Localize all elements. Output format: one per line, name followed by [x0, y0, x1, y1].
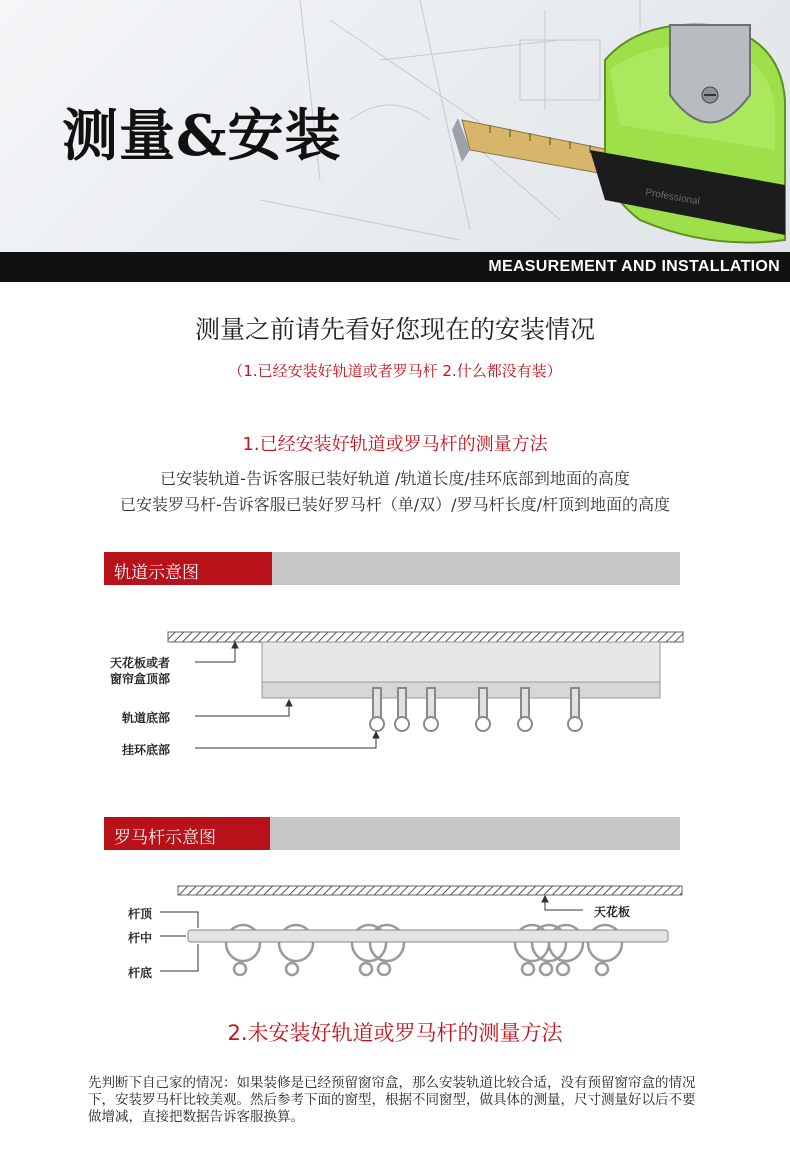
label-rod-top: 杆顶 [128, 907, 153, 921]
label-rod-middle: 杆中 [128, 931, 153, 945]
section1-title: 1.已经安装好轨道或罗马杆的测量方法 [242, 434, 548, 455]
label-ring-bottom: 挂环底部 [122, 743, 171, 757]
track-diagram [0, 620, 790, 770]
rod-diagram-drawing [0, 878, 790, 988]
intro-subtitle: （1.已经安装好轨道或者罗马杆 2.什么都没有装） [228, 362, 562, 380]
section2-title: 2.未安装好轨道或罗马杆的测量方法 [227, 1021, 563, 1045]
tape-measure-image [440, 0, 790, 252]
label-track-bottom: 轨道底部 [122, 711, 171, 725]
track-rail [262, 682, 660, 698]
rod-diagram-label: 罗马杆示意图 [114, 828, 216, 848]
tape-brand-text: Professional [644, 187, 701, 208]
section-band [0, 252, 790, 282]
rod-diagram [0, 878, 790, 988]
page-title: 测量&安装 [62, 103, 342, 169]
label-rod-bottom: 杆底 [128, 966, 153, 980]
rod-diagram-header [104, 817, 680, 850]
roman-rod [188, 930, 668, 942]
intro-title: 测量之前请先看好您现在的安装情况 [194, 315, 595, 344]
label-rod-ceiling: 天花板 [594, 905, 631, 919]
band-text: MEASUREMENT AND INSTALLATION [488, 258, 780, 275]
label-ceiling-line1: 天花板或者 [110, 656, 171, 670]
header-banner [0, 0, 790, 252]
section1-line-rod: 已安装罗马杆-告诉客服已装好罗马杆（单/双）/罗马杆长度/杆顶到地面的高度 [120, 495, 670, 514]
track-diagram-header [104, 552, 680, 585]
section1-line-track: 已安装轨道-告诉客服已装好轨道 /轨道长度/挂环底部到地面的高度 [160, 469, 630, 488]
track-diagram-label: 轨道示意图 [114, 563, 199, 583]
rod-ceiling-hatch [178, 886, 682, 895]
section2-body: 先判断下自己家的情况：如果装修是已经预留窗帘盒，那么安装轨道比较合适，没有预留窗帘盒的情况下，安装罗马杆比较美观。然后参考下面的窗型，根据不同窗型，做具体的测量，尺寸测量好以后不要做增减，直接把数据告诉客服换算。 [88, 1075, 696, 1125]
ceiling-hatch [168, 632, 683, 642]
rod-diagram-header-accent [104, 817, 270, 850]
track-diagram-header-accent [104, 552, 272, 585]
track-diagram-drawing [0, 620, 790, 770]
label-ceiling-line2: 窗帘盒顶部 [110, 672, 171, 686]
